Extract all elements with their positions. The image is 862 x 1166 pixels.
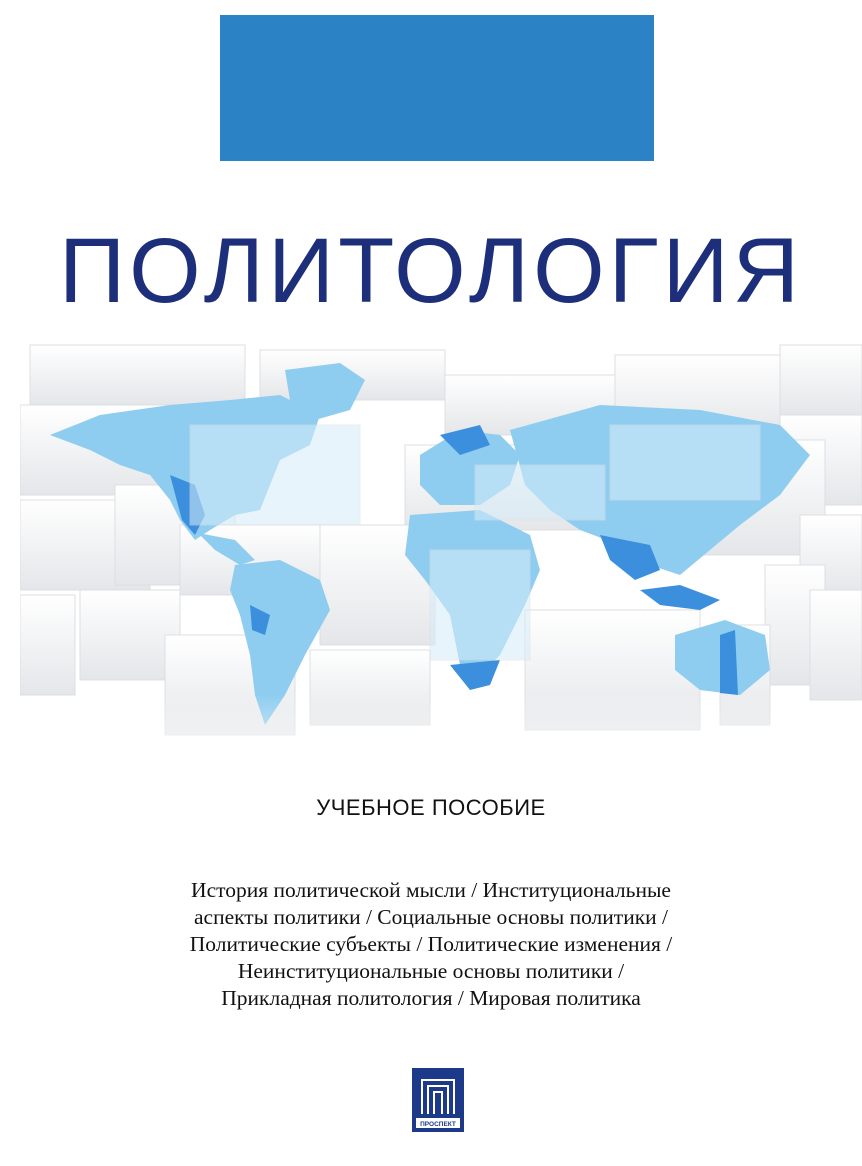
- topics-line: История политической мысли / Институциональные: [191, 878, 671, 902]
- topics-list: [120, 877, 742, 1012]
- book-title: ПОЛИТОЛОГИЯ: [58, 220, 804, 322]
- topics-line: Прикладная политология / Мировая политика: [221, 986, 641, 1010]
- topics-line: Неинституциональные основы политики /: [237, 959, 625, 983]
- book-subtitle: УЧЕБНОЕ ПОСОБИЕ: [316, 795, 546, 820]
- logo-text: ПРОСПЕКТ: [420, 1121, 456, 1128]
- topics-line: аспекты политики / Социальные основы политики /: [194, 905, 668, 929]
- topics-line: Политические субъекты / Политические изменения /: [189, 932, 673, 956]
- top-color-bar: [220, 15, 654, 161]
- world-map-illustration: [20, 335, 862, 785]
- prospekt-publisher-logo: [412, 1068, 464, 1132]
